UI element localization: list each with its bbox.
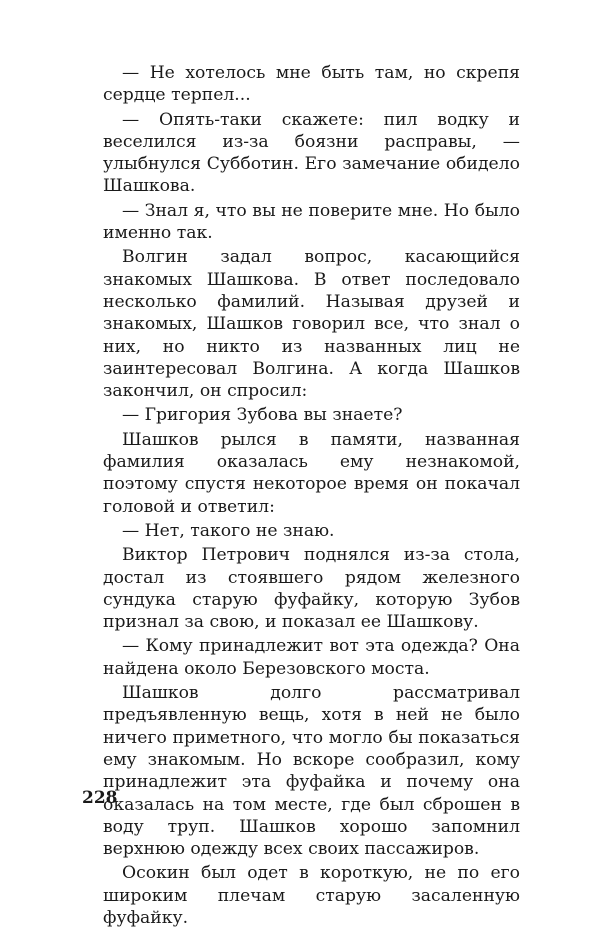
body-text [103,62,520,929]
paragraph: — Григория Зубова вы знаете? [122,405,403,426]
paragraph: — Не хотелось мне быть там, но скрепя сердце терпел... [103,63,520,106]
paragraph: — Нет, такого не знаю. [122,520,335,541]
paragraph: — Знал я, что вы не поверите мне. Но было именно так. [103,200,520,244]
paragraph: Виктор Петрович поднялся из-за стола, достал из стоявшего рядом железного сундука старую фуфайку, которую Зубов признал за свою, и показал ее Шашкову. [103,545,520,633]
paragraph: — Опять-таки скажете: пил водку и веселился из-за боязни расправы, — улыбнулся Субботин. Его замечание обидело Шашкова. [103,109,520,197]
paragraph: Шашков долго рассматривал предъявленную вещь, хотя в ней не было ничего приметного, что могло бы показаться ему знакомым. Но вскоре сообразил, кому принадлежит эта фуфайка и почему она оказалась на том месте, где был сброшен в воду труп. Шашков хорошо запомнил верхнюю одежду всех своих пассажиров. [103,683,520,860]
paragraph: Волгин задал вопрос, касающийся знакомых Шашкова. В ответ последовало несколько фамилий. Называя друзей и знакомых, Шашков говорил все, что знал о них, но никто из названных лиц не заинтересовал Волгина. А когда Шашков закончил, он спросил: [103,247,520,402]
paragraph: Осокин был одет в короткую, не по его широким плечам старую засаленную фуфайку. [103,863,520,928]
paragraph: Шашков рылся в памяти, названная фамилия оказалась ему незнакомой, поэтому спустя некоторое время он покачал головой и ответил: [103,429,520,517]
paragraph: — Кому принадлежит вот эта одежда? Она найдена около Березовского моста. [103,636,520,679]
page-number: 228 [82,788,118,808]
